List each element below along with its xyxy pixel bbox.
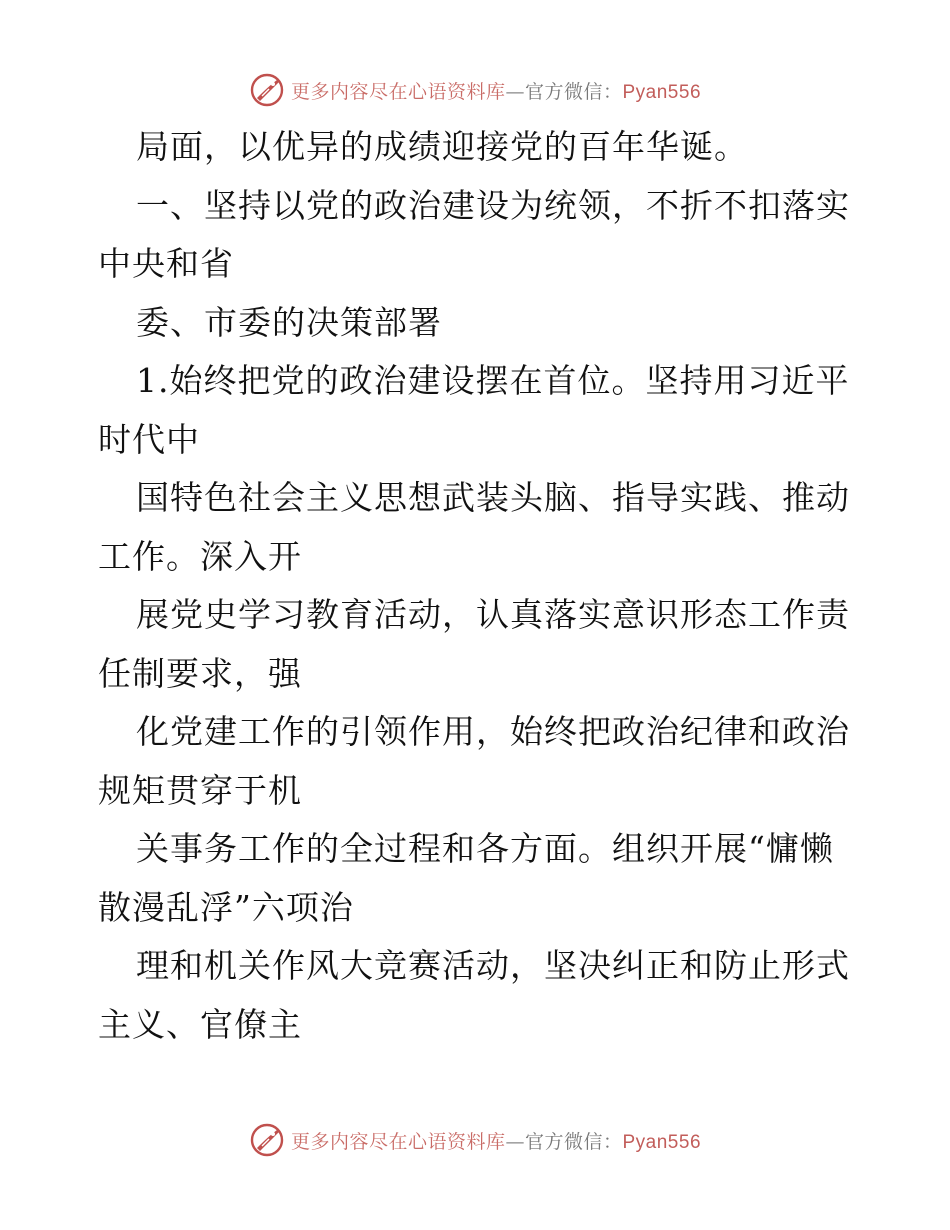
header-label: 官方微信： — [524, 80, 623, 103]
footer-banner — [0, 1118, 950, 1162]
body-line: 中央和省 — [98, 244, 234, 283]
body-line: 一、坚持以党的政治建设为统领，不折不扣落实 — [136, 185, 850, 225]
footer-brand: 更多内容尽在心语资料库 — [290, 1130, 506, 1153]
pen-nib-logo-icon — [249, 72, 285, 108]
document-body — [98, 118, 858, 1054]
footer-separator: — — [505, 1130, 525, 1153]
body-line: 工作。深入开 — [98, 536, 302, 576]
body-line: 委、市委的决策部署 — [136, 302, 442, 342]
footer-label: 官方微信： — [524, 1130, 623, 1153]
body-line: 规矩贯穿于机 — [98, 770, 302, 810]
footer-banner-text — [291, 1127, 701, 1154]
footer-account: Pyan556 — [622, 1131, 702, 1153]
body-line: 化党建工作的引领作用，始终把政治纪律和政治 — [136, 712, 850, 751]
header-account: Pyan556 — [622, 81, 702, 103]
body-line: 展党史学习教育活动，认真落实意识形态工作责 — [136, 595, 850, 634]
header-banner — [0, 68, 950, 112]
body-line: 任制要求，强 — [98, 653, 302, 693]
body-line: 1.始终把党的政治建设摆在首位。坚持用习近平 — [136, 361, 850, 400]
body-line: 散漫乱浮”六项治 — [98, 887, 354, 927]
header-banner-text — [291, 77, 701, 104]
body-line: 时代中 — [98, 419, 200, 459]
body-line: 主义、官僚主 — [98, 1004, 302, 1044]
header-separator: — — [505, 80, 525, 103]
body-line: 局面，以优异的成绩迎接党的百年华诞。 — [136, 127, 748, 166]
body-line: 国特色社会主义思想武装头脑、指导实践、推动 — [136, 478, 850, 517]
header-brand: 更多内容尽在心语资料库 — [290, 80, 506, 103]
pen-nib-logo-icon — [249, 1122, 285, 1158]
body-line: 关事务工作的全过程和各方面。组织开展“慵懒 — [136, 829, 834, 868]
body-line: 理和机关作风大竞赛活动，坚决纠正和防止形式 — [136, 946, 850, 985]
